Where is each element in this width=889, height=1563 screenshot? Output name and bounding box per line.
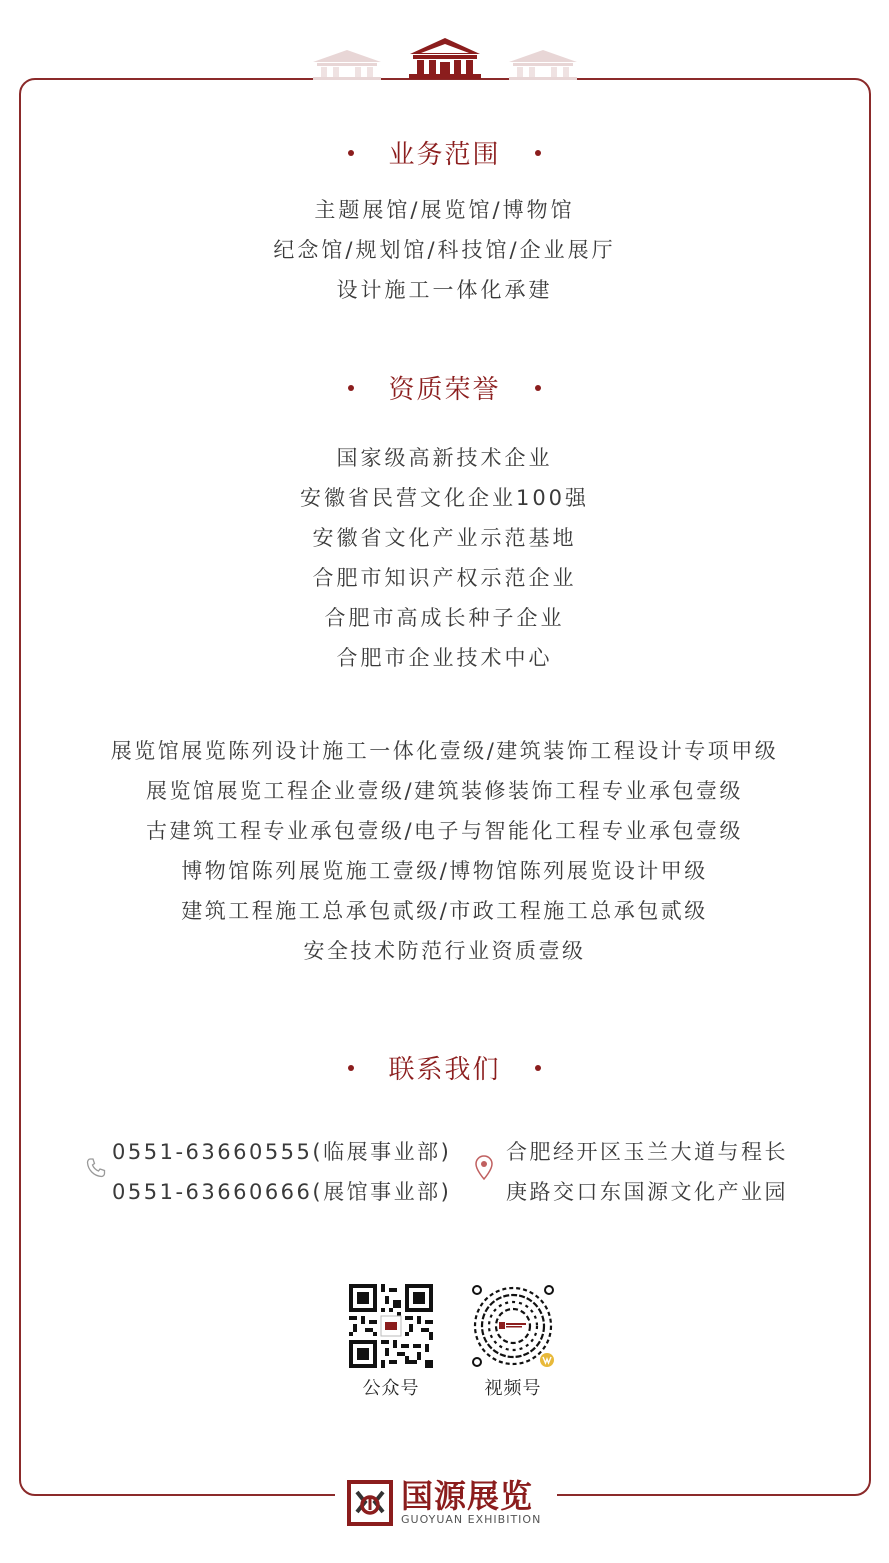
list-item: 展览馆展览工程企业壹级/建筑装修装饰工程专业承包壹级 xyxy=(145,779,744,803)
qr-caption: 视频号 xyxy=(484,1378,542,1399)
list-item: 合肥市企业技术中心 xyxy=(336,646,553,670)
bullet-dot xyxy=(348,1065,354,1071)
guoyuan-logo-icon xyxy=(345,1478,395,1528)
list-item: 展览馆展览陈列设计施工一体化壹级/建筑装饰工程设计专项甲级 xyxy=(110,739,779,763)
section-title-contact xyxy=(0,1049,889,1086)
qr-code-icon[interactable] xyxy=(471,1284,555,1368)
address-line: 庚路交口东国源文化产业园 xyxy=(506,1180,788,1204)
section-title-business xyxy=(0,134,889,171)
list-item: 合肥市知识产权示范企业 xyxy=(312,566,577,590)
list-item: 博物馆陈列展览施工壹级/博物馆陈列展览设计甲级 xyxy=(181,859,708,883)
bullet-dot xyxy=(348,385,354,391)
bullet-dot xyxy=(535,1065,541,1071)
bullet-dot xyxy=(535,385,541,391)
qr-caption: 公众号 xyxy=(362,1378,420,1399)
list-item: 安徽省民营文化企业100强 xyxy=(299,486,590,510)
section-title-text: 业务范围 xyxy=(388,140,501,170)
list-item: 安徽省文化产业示范基地 xyxy=(312,526,577,550)
bullet-dot xyxy=(348,150,354,156)
phone-numbers xyxy=(112,1132,451,1212)
list-item: 设计施工一体化承建 xyxy=(336,278,553,302)
qr-block-video-channel[interactable] xyxy=(470,1284,556,1400)
honors-list xyxy=(0,438,889,678)
phone-number[interactable]: 0551-63660666(展馆事业部) xyxy=(112,1180,452,1204)
qr-code-icon[interactable] xyxy=(349,1284,433,1368)
section-title-text: 资质荣誉 xyxy=(388,375,501,405)
qr-block-official-account[interactable] xyxy=(348,1284,434,1400)
bullet-dot xyxy=(535,150,541,156)
list-item: 主题展馆/展览馆/博物馆 xyxy=(314,198,575,222)
phone-icon xyxy=(84,1156,108,1180)
contact-info xyxy=(80,1132,820,1212)
list-item: 合肥市高成长种子企业 xyxy=(324,606,565,630)
list-item: 安全技术防范行业资质壹级 xyxy=(303,939,586,963)
list-item: 国家级高新技术企业 xyxy=(336,446,553,470)
footer-logo xyxy=(335,1474,557,1532)
brand-name-en: GUOYUAN EXHIBITION xyxy=(401,1513,542,1526)
phone-number[interactable]: 0551-63660555(临展事业部) xyxy=(112,1140,452,1164)
business-scope-list xyxy=(0,190,889,310)
list-item: 建筑工程施工总承包贰级/市政工程施工总承包贰级 xyxy=(181,899,708,923)
section-title-honors xyxy=(0,369,889,406)
brand-name-cn: 国源展览 xyxy=(401,1477,534,1515)
list-item: 古建筑工程专业承包壹级/电子与智能化工程专业承包壹级 xyxy=(145,819,744,843)
qualifications-list xyxy=(0,731,889,971)
building-main-icon xyxy=(407,36,483,80)
list-item: 纪念馆/规划馆/科技馆/企业展厅 xyxy=(273,238,616,262)
top-emblem xyxy=(0,28,889,80)
brand-text xyxy=(401,1479,541,1527)
building-faded-right-icon xyxy=(505,48,581,80)
section-title-text: 联系我们 xyxy=(388,1055,501,1085)
location-pin-icon xyxy=(474,1154,494,1182)
address xyxy=(506,1132,788,1212)
address-line: 合肥经开区玉兰大道与程长 xyxy=(506,1140,788,1164)
building-faded-left-icon xyxy=(309,48,385,80)
